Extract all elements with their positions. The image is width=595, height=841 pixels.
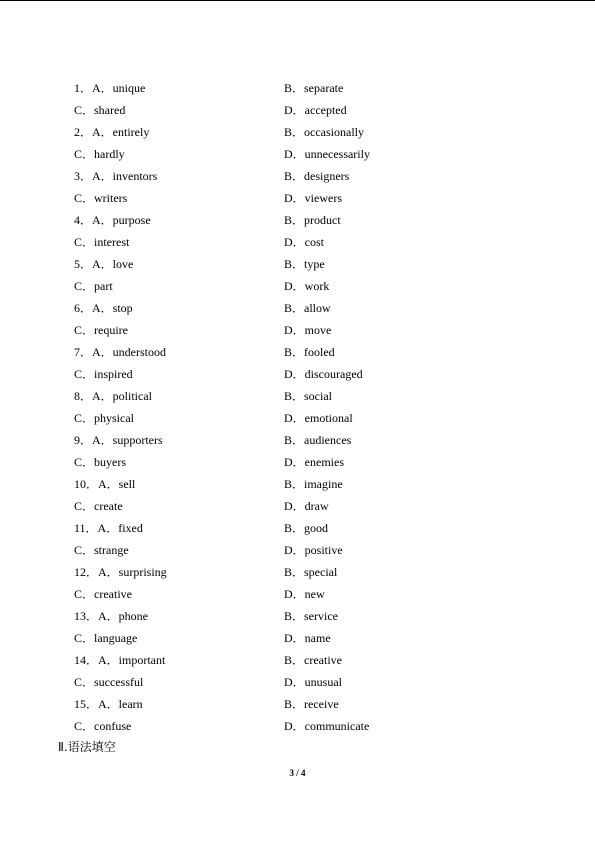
option-right: D．enemies [284,455,344,469]
option-row [0,627,595,649]
option-row [0,429,595,451]
option-left: C．hardly [74,147,125,161]
option-right: B．product [284,213,341,227]
option-row [0,473,595,495]
option-left: C．confuse [74,719,132,733]
option-row [0,77,595,99]
option-right: B．occasionally [284,125,364,139]
option-row [0,297,595,319]
option-left: 2．A．entirely [74,125,150,139]
option-left: C．create [74,499,123,513]
option-right: D．move [284,323,332,337]
option-right: D．name [284,631,331,645]
option-right: B．fooled [284,345,335,359]
option-right: D．discouraged [284,367,363,381]
option-left: 10．A．sell [74,477,136,491]
option-row [0,649,595,671]
option-left: 9．A．supporters [74,433,163,447]
option-left: 13．A．phone [74,609,148,623]
option-right: B．imagine [284,477,343,491]
option-right: B．type [284,257,325,271]
option-row [0,671,595,693]
top-rule [0,0,595,1]
option-row [0,693,595,715]
option-right: D．draw [284,499,329,513]
option-right: D．cost [284,235,324,249]
option-left: C．require [74,323,128,337]
option-row [0,605,595,627]
option-left: 1．A．unique [74,81,146,95]
option-right: B．allow [284,301,331,315]
option-left: 14．A．important [74,653,166,667]
option-right: D．emotional [284,411,353,425]
option-left: 15．A．learn [74,697,143,711]
option-left: 6．A．stop [74,301,133,315]
option-row [0,187,595,209]
option-right: B．special [284,565,338,579]
options-list [0,77,595,737]
section-heading: Ⅱ.语法填空 [58,740,116,754]
option-right: D．communicate [284,719,370,733]
option-left: 3．A．inventors [74,169,158,183]
option-right: B．social [284,389,332,403]
option-left: 12．A．surprising [74,565,167,579]
option-row [0,451,595,473]
option-row [0,517,595,539]
option-right: D．work [284,279,330,293]
option-left: 5．A．love [74,257,134,271]
option-left: C．interest [74,235,130,249]
option-row [0,363,595,385]
option-left: C．creative [74,587,132,601]
option-row [0,495,595,517]
option-left: 4．A．purpose [74,213,151,227]
option-right: D．unusual [284,675,342,689]
option-row [0,231,595,253]
option-left: C．language [74,631,138,645]
option-right: D．viewers [284,191,342,205]
option-right: B．designers [284,169,350,183]
option-row [0,165,595,187]
option-row [0,319,595,341]
option-row [0,143,595,165]
option-left: C．writers [74,191,128,205]
option-right: D．accepted [284,103,347,117]
option-row [0,275,595,297]
option-row [0,121,595,143]
option-row [0,385,595,407]
option-left: C．buyers [74,455,126,469]
option-left: C．part [74,279,113,293]
option-right: D．new [284,587,325,601]
option-row [0,407,595,429]
option-row [0,253,595,275]
option-row [0,583,595,605]
option-left: C．shared [74,103,126,117]
option-right: B．audiences [284,433,352,447]
option-right: B．creative [284,653,342,667]
option-left: 11．A．fixed [74,521,143,535]
option-left: C．inspired [74,367,133,381]
option-right: B．separate [284,81,344,95]
option-left: C．successful [74,675,144,689]
option-row [0,561,595,583]
option-row [0,341,595,363]
option-right: D．positive [284,543,343,557]
option-row [0,715,595,737]
option-right: B．receive [284,697,339,711]
option-right: D．unnecessarily [284,147,370,161]
option-left: 7．A．understood [74,345,166,359]
option-left: C．physical [74,411,134,425]
option-right: B．good [284,521,329,535]
page-number: 3 / 4 [289,768,306,778]
option-left: 8．A．political [74,389,152,403]
option-right: B．service [284,609,338,623]
option-left: C．strange [74,543,129,557]
option-row [0,209,595,231]
option-row [0,99,595,121]
option-row [0,539,595,561]
